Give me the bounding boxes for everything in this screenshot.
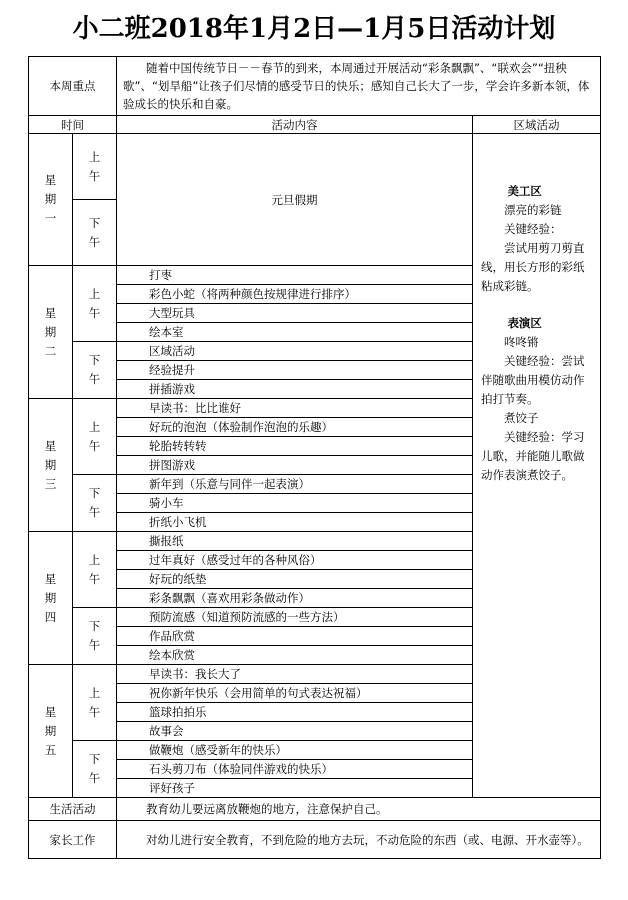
tue-pm-label: 下 午 [73,342,117,399]
perform-item-2: 煮饺子 [504,411,539,425]
activity-item: 评好孩子 [117,779,473,798]
holiday-cell: 元旦假期 [117,134,473,266]
thu-pm-label: 下 午 [73,608,117,665]
activity-item: 篮球拍拍乐 [117,703,473,722]
activity-item: 大型玩具 [117,304,473,323]
life-label: 生活活动 [29,798,117,821]
focus-row [29,57,601,116]
wed-pm-label: 下 午 [73,475,117,532]
focus-text: 随着中国传统节日－－春节的到来，本周通过开展活动“彩条飘飘”、“联欢会”“扭秧歌”、“划旱船”让孩子们尽情的感受节日的快乐；感知自己长大了一步，学会许多新本领，体验成长的快乐和自豪。 [117,57,601,116]
activity-item: 好玩的纸垫 [117,570,473,589]
header-time: 时间 [29,116,117,134]
day-label-wed: 星 期 三 [29,399,73,532]
activity-item: 骑小车 [117,494,473,513]
mon-am-row [29,134,601,200]
page-title: 小二班2018年1月2日—1月5日活动计划 [72,14,556,44]
activity-item: 好玩的泡泡（体验制作泡泡的乐趣） [117,418,473,437]
mon-am-label: 上 午 [73,134,117,200]
activity-item: 拼插游戏 [117,380,473,399]
perform-area-title: 表演区 [507,316,542,330]
day-label-fri: 星 期 五 [29,665,73,798]
perform-key-2: 关键经验：学习儿歌，并能随儿歌做动作表演煮饺子。 [481,430,585,482]
activity-item: 轮胎转转转 [117,437,473,456]
activity-item: 彩色小蛇（将两种颜色按规律进行排序） [117,285,473,304]
focus-label: 本周重点 [29,57,117,116]
day-label-tue: 星 期 二 [29,266,73,399]
activity-item: 拼图游戏 [117,456,473,475]
art-area-title: 美工区 [507,184,542,198]
activity-item: 绘本欣赏 [117,646,473,665]
activity-item: 过年真好（感受过年的各种风俗） [117,551,473,570]
activity-item: 绘本室 [117,323,473,342]
wed-am-label: 上 午 [73,399,117,475]
activity-item: 早读书：我长大了 [117,665,473,684]
perform-item-1: 咚咚锵 [504,335,539,349]
header-content: 活动内容 [117,116,473,134]
fri-pm-label: 下 午 [73,741,117,798]
art-area-desc: 尝试用剪刀剪直线，用长方形的彩纸粘成彩链。 [481,241,585,293]
activity-item: 彩条飘飘（喜欢用彩条做动作） [117,589,473,608]
region-activities [473,134,601,798]
tue-am-label: 上 午 [73,266,117,342]
parents-text: 对幼儿进行安全教育，不到危险的地方去玩，不动危险的东西（或、电源、开水壶等）。 [117,821,601,859]
parents-row [29,821,601,859]
art-area-item: 漂亮的彩链 [504,203,562,217]
mon-pm-label: 下 午 [73,200,117,266]
activity-item: 故事会 [117,722,473,741]
day-label-thu: 星 期 四 [29,532,73,665]
header-row [29,116,601,134]
activity-item: 做鞭炮（感受新年的快乐） [117,741,473,760]
activity-item: 新年到（乐意与同伴一起表演） [117,475,473,494]
header-region: 区域活动 [473,116,601,134]
perform-key-1: 关键经验：尝试伴随歌曲用模仿动作拍打节奏。 [481,354,585,406]
activity-item: 折纸小飞机 [117,513,473,532]
activity-item: 撕报纸 [117,532,473,551]
activity-item: 作品欣赏 [117,627,473,646]
thu-am-label: 上 午 [73,532,117,608]
life-text: 教育幼儿要远离放鞭炮的地方，注意保护自己。 [117,798,601,821]
art-area-key: 关键经验： [504,222,562,236]
life-row [29,798,601,821]
day-label-mon: 星 期 一 [29,134,73,266]
activity-item: 打枣 [117,266,473,285]
fri-am-label: 上 午 [73,665,117,741]
activity-item: 区域活动 [117,342,473,361]
activity-item: 预防流感（知道预防流感的一些方法） [117,608,473,627]
activity-item: 石头剪刀布（体验同伴游戏的快乐） [117,760,473,779]
activity-item: 经验提升 [117,361,473,380]
activity-item: 早读书：比比谁好 [117,399,473,418]
parents-label: 家长工作 [29,821,117,859]
plan-table [28,56,601,859]
activity-item: 祝你新年快乐（会用简单的句式表达祝福） [117,684,473,703]
